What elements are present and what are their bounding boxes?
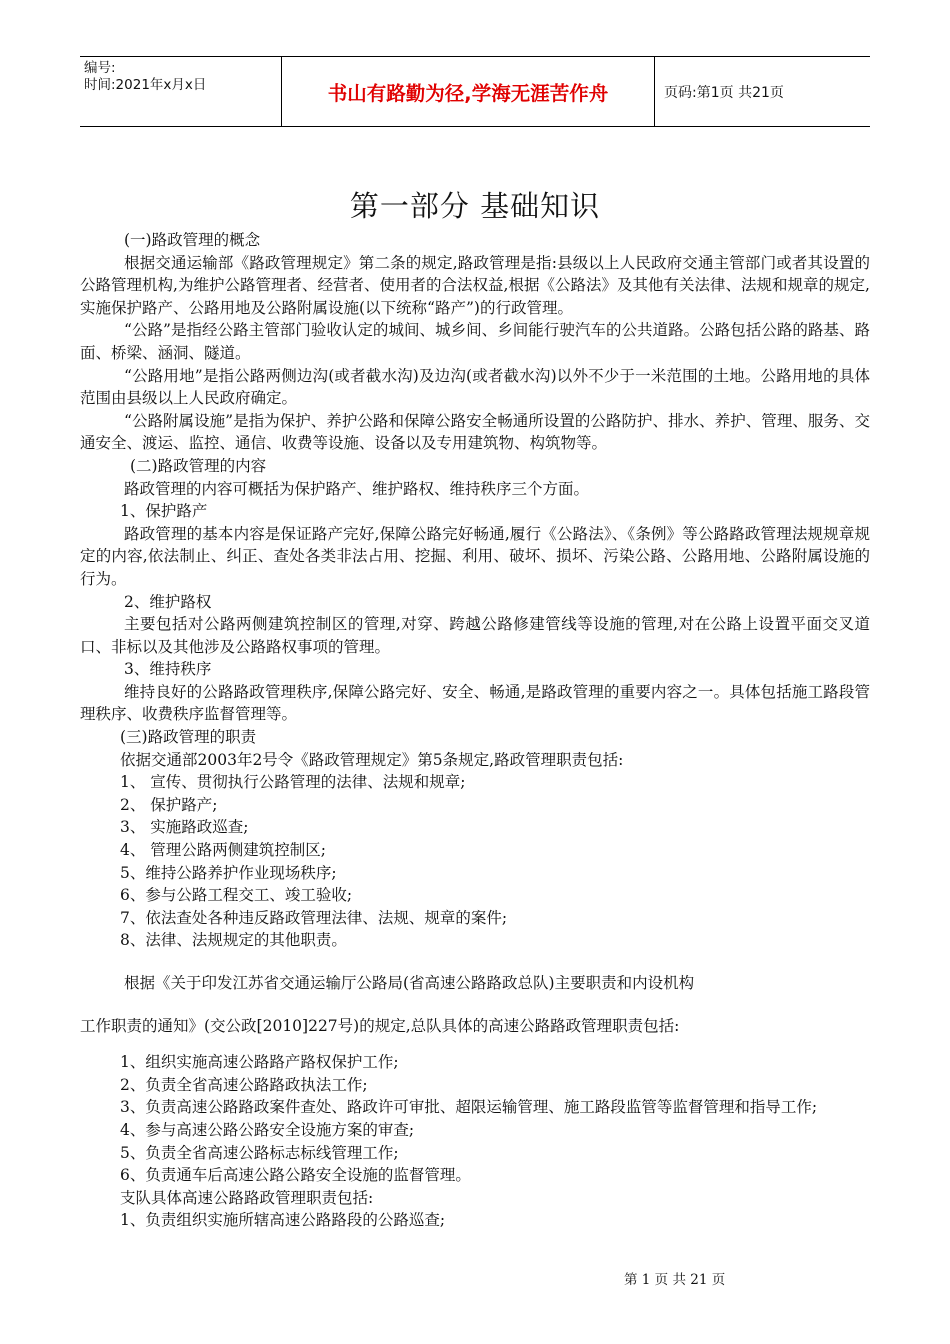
- paragraph: 根据交通运输部《路政管理规定》第二条的规定,路政管理是指:县级以上人民政府交通主管部门或者其设置的公路管理机构,为维护公路管理者、经营者、使用者的合法权益,根据《公路法》及其他有关法律、法规和规章的规定,实施保护路产、公路用地及公路附属设施(以下统称“路产”)的行政管理。: [80, 253, 870, 317]
- spacer: [80, 1037, 870, 1051]
- paragraph: 维持良好的公路路政管理秩序,保障公路完好、安全、畅通,是路政管理的重要内容之一。具体包括施工路段管理秩序、收费秩序监督管理等。: [80, 682, 870, 724]
- paragraph: 1、负责组织实施所辖高速公路路段的公路巡查;: [120, 1211, 446, 1230]
- paragraph: 依据交通部2003年2号令《路政管理规定》第5条规定,路政管理职责包括:: [120, 750, 624, 769]
- document-number-label: 编号:: [84, 60, 116, 76]
- paragraph: 5、负责全省高速公路标志标线管理工作;: [120, 1143, 399, 1162]
- paragraph: 2、负责全省高速公路路政执法工作;: [120, 1075, 368, 1094]
- header-page-info: 页码:第1页 共21页: [664, 84, 784, 101]
- paragraph: 7、依法查处各种违反路政管理法律、法规、规章的案件;: [120, 908, 508, 927]
- paragraph: 路政管理的内容可概括为保护路产、维护路权、维持秩序三个方面。: [124, 479, 590, 498]
- paragraph: (二)路政管理的内容: [130, 456, 267, 475]
- paragraph: 2、 保护路产;: [120, 795, 218, 814]
- paragraph: 3、负责高速公路路政案件查处、路政许可审批、超限运输管理、施工路段监管等监督管理和指导工作;: [120, 1098, 818, 1117]
- paragraph: 支队具体高速公路路政管理职责包括:: [120, 1188, 374, 1207]
- paragraph: 2、维护路权: [124, 592, 212, 611]
- paragraph: 4、参与高速公路公路安全设施方案的审查;: [120, 1120, 415, 1139]
- paragraph: (一)路政管理的概念: [124, 231, 261, 249]
- paragraph: 3、维持秩序: [124, 660, 212, 679]
- spacer: [80, 952, 870, 972]
- paragraph: 主要包括对公路两侧建筑控制区的管理,对穿、跨越公路修建管线等设施的管理,对在公路上设置平面交叉道口、非标以及其他涉及公路路权事项的管理。: [80, 615, 870, 656]
- header-meta: [80, 57, 282, 126]
- page-footer: 第 1 页 共 21 页: [624, 1272, 726, 1288]
- paragraph: 6、负责通车后高速公路公路安全设施的监督管理。: [120, 1166, 471, 1185]
- document-body: [80, 229, 870, 1232]
- paragraph: 6、参与公路工程交工、竣工验收;: [120, 886, 353, 905]
- document-time-label: 时间:2021年x月x日: [84, 77, 207, 93]
- paragraph: 4、 管理公路两侧建筑控制区;: [120, 841, 327, 860]
- paragraph: 路政管理的基本内容是保证路产完好,保障公路完好畅通,履行《公路法》、《条例》等公路路政管理法规规章规定的内容,依法制止、纠正、查处各类非法占用、挖掘、利用、破坏、损坏、污染公路、公路用地、公路附属设施的行为。: [80, 524, 870, 588]
- paragraph: 1、保护路产: [120, 502, 208, 521]
- paragraph: “公路用地”是指公路两侧边沟(或者截水沟)及边沟(或者截水沟)以外不少于一米范围的土地。公路用地的具体范围由县级以上人民政府确定。: [80, 366, 870, 408]
- section-title: 第一部分 基础知识: [349, 189, 601, 223]
- paragraph: 工作职责的通知》(交公政[2010]227号)的规定,总队具体的高速公路路政管理职责包括:: [80, 1016, 680, 1035]
- header-slogan: 书山有路勤为径,学海无涯苦作舟: [282, 57, 655, 126]
- paragraph: 3、 实施路政巡查;: [120, 818, 249, 837]
- paragraph: “公路”是指经公路主管部门验收认定的城间、城乡间、乡间能行驶汽车的公共道路。公路包括公路的路基、路面、桥梁、涵洞、隧道。: [80, 321, 870, 362]
- paragraph: (三)路政管理的职责: [120, 728, 257, 747]
- spacer: [80, 995, 870, 1015]
- paragraph: 根据《关于印发江苏省交通运输厅公路局(省高速公路路政总队)主要职责和内设机构: [124, 974, 695, 992]
- paragraph: 1、组织实施高速公路路产路权保护工作;: [120, 1053, 399, 1072]
- paragraph: “公路附属设施”是指为保护、养护公路和保障公路安全畅通所设置的公路防护、排水、养护、管理、服务、交通安全、渡运、监控、通信、收费等设施、设备以及专用建筑物、构筑物等。: [80, 411, 870, 453]
- paragraph: 8、法律、法规规定的其他职责。: [120, 931, 347, 950]
- paragraph: 5、维持公路养护作业现场秩序;: [120, 863, 337, 882]
- page-header: [80, 56, 870, 127]
- paragraph: 1、 宣传、贯彻执行公路管理的法律、法规和规章;: [120, 773, 466, 792]
